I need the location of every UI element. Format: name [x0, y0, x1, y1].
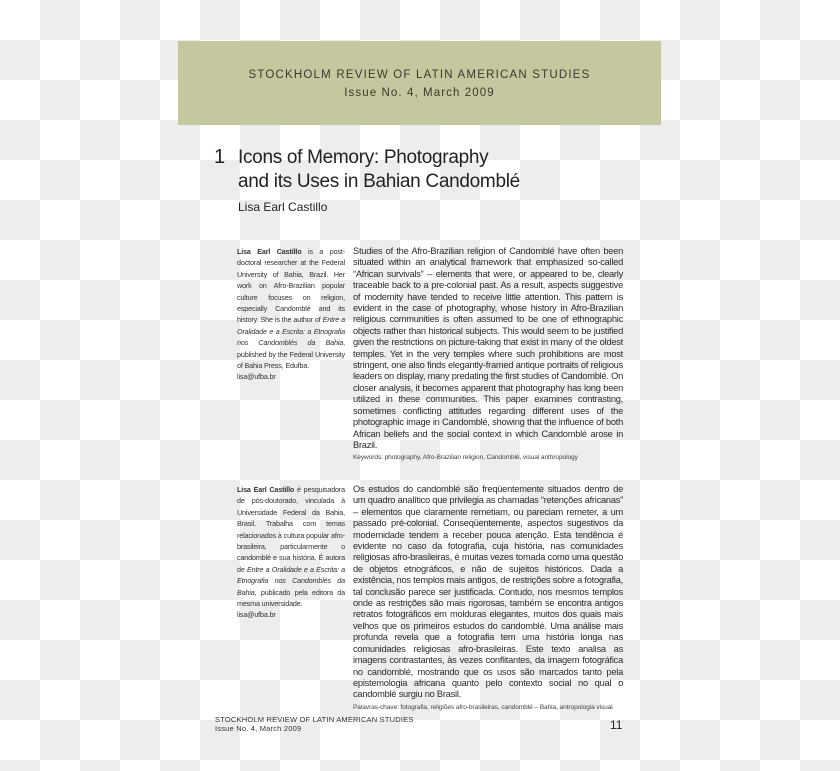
issue-info: Issue No. 4, March 2009 — [344, 87, 495, 99]
author-bio-english — [237, 246, 345, 383]
abstract-text: Os estudos do candomblé são freqüentemente situados dentro de um quadro analítico que privilegia as chamadas “retenções africanas” – elementos que claramente remetiam, ou pareciam remeter, a um passado pré-colonial. Conseqüentemente, aspectos sugestivos da modernidade tendem a receber pouca atenção. Esta tendência é evidente no caso da fotografia, cuja história, nas comunidades religiosas afro-brasileiras, é muitas vezes tomada como uma questão de objetos etnográficos, e não de sujeitos históricos. Dada a existência, nos templos mais antigos, de restrições sobre a fotografia, tal conclusão parece ser justificada. Contudo, nos mesmos templos onde as restrições são mais rigorosas, também se encontra antigos retratos fotográficos em molduras elegantes, muitos dos quais mais velhos que os primeiros estudos do candomblé. Uma análise mais profunda revela que a fotografia tem uma história longa nas comunidades religiosas afro-brasileiras. Este texto analisa as imagens contrastantes, às vezes conflitantes, da imagem fotográfica no candomblé, mostrando que os usos são marcados tanto pela epistemologia africana quanto pelo contexto social no qual o candomblé surgiu no Brasil. — [353, 484, 623, 700]
abstract-portuguese — [353, 484, 623, 715]
bio-name: Lisa Earl Castillo — [237, 485, 295, 494]
bio-book-title: Entre a Oralidade e a Escrita: a Etnografia nos Candomblés da Bahia — [237, 564, 345, 597]
title-line-1: Icons of Memory: Photography — [238, 147, 489, 168]
footer-issue: Issue No. 4, March 2009 — [215, 723, 302, 733]
page-footer — [215, 716, 414, 733]
footer-journal: STOCKHOLM REVIEW OF LATIN AMERICAN STUDIES — [215, 715, 414, 724]
bio-text: é pesquisadora de pós-doutorado, vinculada à Universidade Federal da Bahia, Brasil. Trabalha com temas relacionados à cultura popular afro-brasileira, particularmente o candomblé e sua história. É autora de — [237, 485, 345, 574]
journal-name: STOCKHOLM REVIEW OF LATIN AMERICAN STUDIES — [248, 69, 591, 81]
article-author: Lisa Earl Castillo — [238, 200, 328, 214]
author-email[interactable]: lisa@ufba.br — [237, 610, 276, 620]
bio-book-title: Entre a Oralidade e a Escrita: a Etnografia nos Candomblés da Bahia — [237, 315, 345, 348]
page-number: 11 — [610, 718, 623, 732]
author-bio-portuguese — [237, 484, 345, 621]
bio-text: is a post-doctoral researcher at the Federal University of Bahia, Brazil. Her work on Afro-Brazilian popular culture focuses on religion, especially Candomblé and its history. She is the author of — [237, 247, 345, 325]
abstract-english — [353, 246, 623, 465]
bio-text-2: , publicado pela editora da mesma universidade. — [237, 587, 345, 609]
title-line-2: and its Uses in Bahian Candomblé — [238, 171, 520, 192]
bio-name: Lisa Earl Castillo — [237, 247, 302, 256]
journal-header-band — [178, 41, 661, 125]
keywords: Keywords: photography, Afro-Brazilian religion, Candomblé, visual anthropology — [353, 454, 578, 462]
article-number: 1 — [214, 146, 226, 168]
article-title — [238, 146, 520, 194]
author-email[interactable]: lisa@ufba.br — [237, 372, 276, 382]
keywords: Palavras-chave: fotografia, religiões afro-brasileiras, candomblé – Bahia, antropologia visual — [353, 703, 613, 711]
abstract-text: Studies of the Afro-Brazilian religion of Candomblé have often been situated within an analytical framework that emphasized so-called “African survivals” – elements that were, or appeared to be, clearly traceable back to a pre-colonial past. As a result, aspects suggestive of modernity have tended to receive little attention. This pattern is evident in the case of photography, whose history in Afro-Brazilian religious communities is often assumed to be one of ethnographic objects rather than historical subjects. This would seem to be justified given the restrictions on picture-taking that exist in many of the oldest temples. Yet in the very temples where such prohibitions are most stringent, one also finds elegantly-framed antique portraits of religious leaders on display, many predating the first studies of Candomblé. On closer analysis, it becomes apparent that photography has long been utilized in these communities. This paper examines contrasting, sometimes conflicting attitudes regarding different uses of the photographic image in Candomblé, showing that the influence of both African beliefs and the social context in which Candomblé arose in Brazil. — [353, 246, 623, 450]
bio-text-2: , published by the Federal University of Bahia Press, Edufba. — [237, 338, 345, 371]
